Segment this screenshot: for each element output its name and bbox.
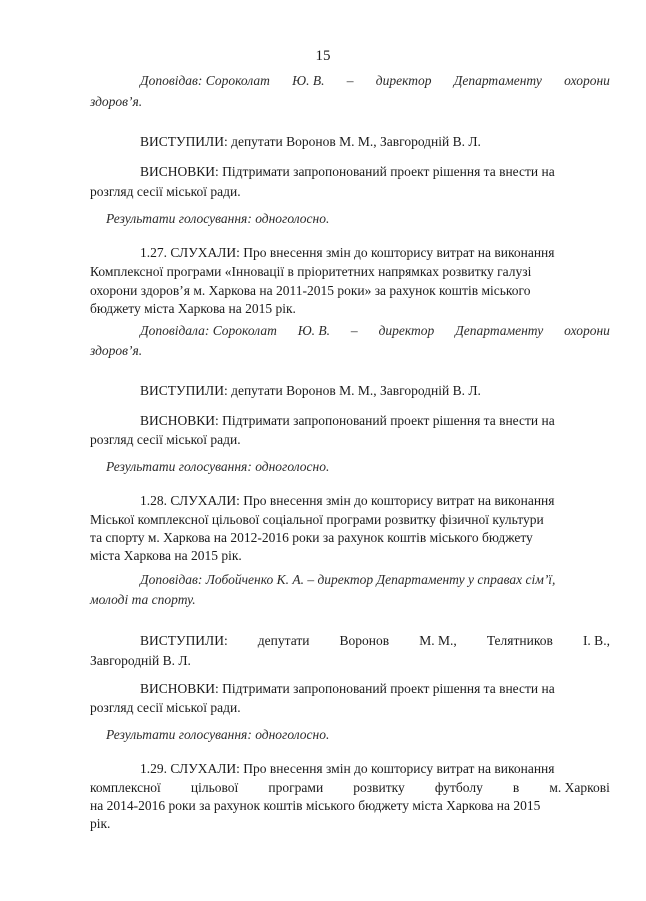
reporter-name: Доповідав: Сороколат (140, 73, 270, 88)
conclusions-line: ВИСНОВКИ: Підтримати запропонований проект рішення та внести на (140, 681, 555, 696)
item-text: на 2014-2016 роки за рахунок коштів міського бюджету міста Харкова на 2015 (90, 798, 541, 813)
speaker-surname: Воронов (339, 633, 390, 648)
item-text: Комплексної програми «Інновації в пріоритетних напрямках розвитку галузі (90, 264, 532, 279)
speaker-initials: І. В., (582, 633, 610, 648)
voting-result: Результати голосування: одноголосно. (106, 459, 330, 474)
item-word: в (512, 780, 520, 795)
item-text: міста Харкова на 2015 рік. (90, 548, 242, 563)
item-word: м. Харкові (549, 780, 610, 795)
conclusions-line: ВИСНОВКИ: Підтримати запропонований проект рішення та внести на (140, 164, 555, 179)
reporter-role-word: директор (378, 323, 435, 338)
speakers-word: депутати (257, 633, 310, 648)
item-text (90, 779, 610, 797)
speaker-surname: Телятников (486, 633, 553, 648)
reporter-role-word: Департаменту (455, 323, 544, 338)
conclusions-line: ВИСНОВКИ: Підтримати запропонований проект рішення та внести на (140, 413, 555, 428)
reporter-line-2: молоді та спорту. (90, 592, 196, 607)
reporter-initials: Ю. В. (292, 73, 325, 88)
reporter-line-2: здоров’я. (90, 343, 143, 358)
item-text: Міської комплексної цільової соціальної програми розвитку фізичної культури (90, 512, 544, 527)
item-word: комплексної (90, 780, 161, 795)
reporter-role-word: охорони (564, 323, 610, 338)
dash: – (346, 73, 354, 88)
item-word: цільової (190, 780, 239, 795)
voting-result: Результати голосування: одноголосно. (106, 211, 330, 226)
reporter-role-word: Департаменту (453, 73, 542, 88)
reporter-role-word: директор (375, 73, 432, 88)
item-heading: 1.28. СЛУХАЛИ: Про внесення змін до кошторису витрат на виконання (140, 493, 555, 508)
speakers-line-2: Завгородній В. Л. (90, 653, 191, 668)
dash: – (350, 323, 358, 338)
page-number: 15 (315, 48, 331, 64)
item-text: бюджету міста Харкова на 2015 рік. (90, 301, 296, 316)
speakers-line: ВИСТУПИЛИ: депутати Воронов М. М., Завгородній В. Л. (140, 134, 481, 149)
reporter-initials: Ю. В. (297, 323, 331, 338)
item-word: футболу (434, 780, 483, 795)
speakers-line (140, 632, 610, 650)
item-text: рік. (90, 816, 111, 831)
reporter-name: Доповідала: Сороколат (140, 323, 277, 338)
speaker-initials: М. М., (419, 633, 457, 648)
item-word: програми (268, 780, 324, 795)
reporter-line (140, 322, 610, 340)
conclusions-line-2: розгляд сесії міської ради. (90, 700, 241, 715)
item-text: та спорту м. Харкова на 2012-2016 роки за рахунок коштів міського бюджету (90, 530, 533, 545)
item-heading: 1.29. СЛУХАЛИ: Про внесення змін до кошторису витрат на виконання (140, 761, 555, 776)
speakers-line: ВИСТУПИЛИ: депутати Воронов М. М., Завгородній В. Л. (140, 383, 481, 398)
item-heading: 1.27. СЛУХАЛИ: Про внесення змін до кошторису витрат на виконання (140, 245, 555, 260)
conclusions-line-2: розгляд сесії міської ради. (90, 184, 241, 199)
item-word: розвитку (353, 780, 405, 795)
reporter-line: Доповідав: Лобойченко К. А. – директор Департаменту у справах сім’ї, (140, 572, 556, 587)
reporter-line (140, 72, 610, 90)
speakers-label: ВИСТУПИЛИ: (140, 633, 228, 648)
reporter-role-word: охорони (564, 73, 610, 88)
voting-result: Результати голосування: одноголосно. (106, 727, 330, 742)
item-text: охорони здоров’я м. Харкова на 2011-2015 роки» за рахунок коштів міського (90, 283, 531, 298)
conclusions-line-2: розгляд сесії міської ради. (90, 432, 241, 447)
reporter-line-2: здоров’я. (90, 94, 143, 109)
